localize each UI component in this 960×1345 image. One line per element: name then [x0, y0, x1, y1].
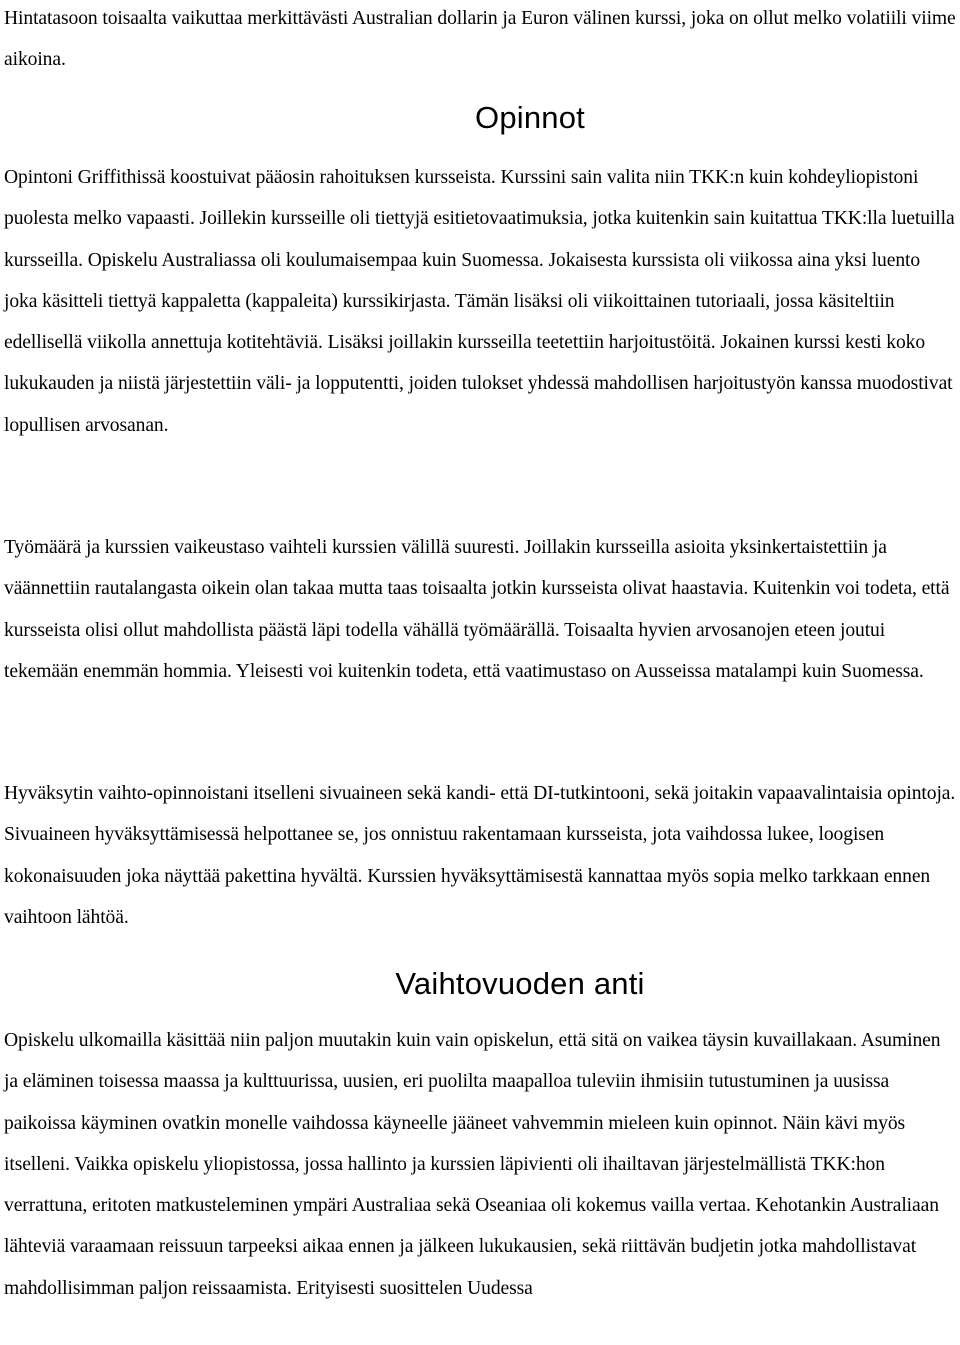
intro-paragraph: Hintatasoon toisaalta vaikuttaa merkittävästi Australian dollarin ja Euron välinen kurssi, joka on ollut melko volatiili viime aikoina. — [4, 8, 956, 71]
paragraph-opinnot-3: Hyväksytin vaihto-opinnoistani itselleni sivuaineen sekä kandi- että DI-tutkintooni, sekä joitakin vapaavalintaisia opintoja. Sivuaineen hyväksyttämisessä helpottanee se, jos onnistuu rakentamaan kursseista, jota vaihdossa lukee, loogisen kokonaisuuden joka näyttää pakettina hyvältä. Kurssien hyväksyttämisestä kannattaa myös sopia melko tarkkaan ennen vaihtoon lähtöä. — [4, 783, 956, 928]
paragraph-vaihtovuoden-anti-1: Opiskelu ulkomailla käsittää niin paljon muutakin kuin vain opiskelun, että sitä on vaikea täysin kuvaillakaan. Asuminen ja eläminen toisessa maassa ja kulttuurissa, uusien, eri puolilta maapalloa tuleviin ihmisiin tutustuminen ja uusissa paikoissa käyminen ovatkin monelle vaihdossa käyneelle jääneet vahvemmin mieleen kuin opinnot. Näin kävi myös itselleni. Vaikka opiskelu yliopistossa, jossa hallinto ja kurssien läpivienti oli ihailtavan järjestelmällistä TKK:hon verrattuna, eritoten matkusteleminen ympäri Australiaa sekä Oseaniaa oli kokemus vailla vertaa. Kehotankin Australiaan lähteviä varaamaan reissuun tarpeeksi aikaa ennen ja jälkeen lukukausien, sekä riittävän budjetin jotka mahdollistavat mahdollisimman paljon reissaamista. Erityisesti suosittelen Uudessa — [4, 1030, 941, 1299]
paragraph-opinnot-1: Opintoni Griffithissä koostuivat pääosin rahoituksen kursseista. Kurssini sain valita niin TKK:n kuin kohdeyliopistoni puolesta melko vapaasti. Joillekin kursseille oli tiettyjä esitietovaatimuksia, jotka kuitenkin sain kuitattua TKK:lla luetuilla kursseilla. Opiskelu Australiassa oli koulumaisempaa kuin Suomessa. Jokaisesta kurssista oli viikossa aina yksi luento joka käsitteli tiettyä kappaletta (kappaleita) kurssikirjasta. Tämän lisäksi oli viikoittainen tutoriaali, jossa käsiteltiin edellisellä viikolla annettuja kotitehtäviä. Lisäksi joillakin kursseilla teetettiin harjoitustöitä. Jokainen kurssi kesti koko lukukauden ja niistä järjestettiin väli- ja lopputentti, joiden tulokset yhdessä mahdollisen harjoitustyön kanssa muodostivat lopullisen arvosanan. — [4, 167, 955, 436]
section-heading-opinnot: Opinnot — [475, 100, 585, 135]
section-heading-vaihtovuoden-anti: Vaihtovuoden anti — [395, 966, 645, 1001]
paragraph-opinnot-2: Työmäärä ja kurssien vaikeustaso vaihteli kurssien välillä suuresti. Joillakin kursseilla asioita yksinkertaistettiin ja väännettiin rautalangasta oikein olan takaa mutta taas toisaalta jotkin kursseista olivat haastavia. Kuitenkin voi todeta, että kursseista olisi ollut mahdollista päästä läpi todella vähällä työmäärällä. Toisaalta hyvien arvosanojen eteen joutui tekemään enemmän hommia. Yleisesti voi kuitenkin todeta, että vaatimustaso on Ausseissa matalampi kuin Suomessa. — [4, 537, 950, 682]
